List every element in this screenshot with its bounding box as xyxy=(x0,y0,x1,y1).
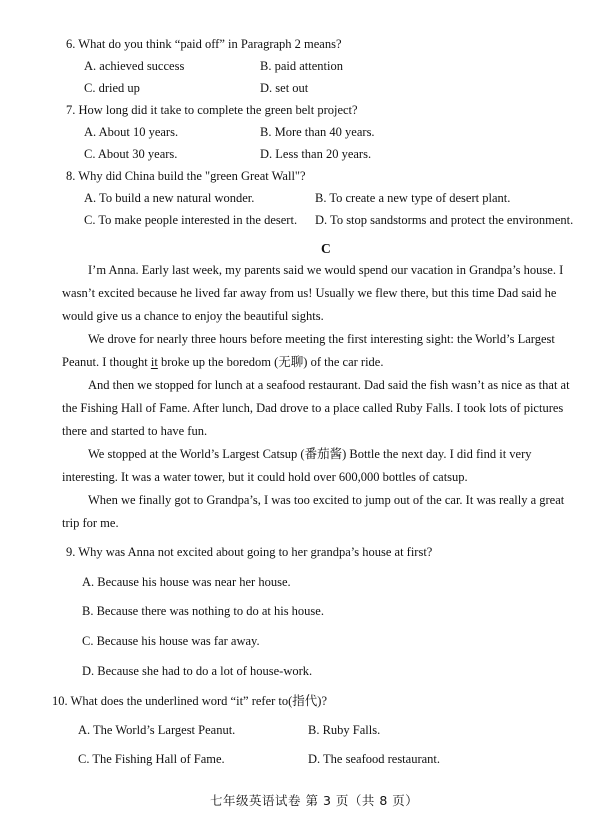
passage-p2-text-before: Peanut. I thought xyxy=(62,355,151,369)
passage-p3-line-3: there and started to have fun. xyxy=(62,424,208,438)
question-10-option-b: B. Ruby Falls. xyxy=(308,723,381,737)
passage-p3-line-1: And then we stopped for lunch at a seafood restaurant. Dad said the fish wasn’t as nice as that at xyxy=(88,378,570,392)
question-9-option-a: A. Because his house was near her house. xyxy=(82,575,291,589)
question-8-stem: 8. Why did China build the "green Great Wall"? xyxy=(66,169,306,183)
question-7-option-d: D. Less than 20 years. xyxy=(260,147,372,161)
question-8-option-b: B. To create a new type of desert plant. xyxy=(315,191,511,205)
question-6-option-b: B. paid attention xyxy=(260,59,343,73)
question-10-option-c: C. The Fishing Hall of Fame. xyxy=(78,752,225,766)
passage-p5-line-1: When we finally got to Grandpa’s, I was too excited to jump out of the car. It was really a great xyxy=(88,493,565,507)
question-8-option-d: D. To stop sandstorms and protect the environment. xyxy=(315,213,574,227)
question-7-option-b: B. More than 40 years. xyxy=(260,125,375,139)
passage-p3-line-2: the Fishing Hall of Fame. After lunch, Dad drove to a place called Ruby Falls. I took lots of pictures xyxy=(62,401,564,415)
passage-p1-line-3: would give us a chance to enjoy the beautiful sights. xyxy=(62,309,324,323)
passage-p4-line-1: We stopped at the World’s Largest Catsup (番茄酱) Bottle the next day. I did find it very xyxy=(88,447,532,461)
passage-p4-line-2: interesting. It was a water tower, but it could hold over 600,000 bottles of catsup. xyxy=(62,470,468,484)
question-9-option-b: B. Because there was nothing to do at his house. xyxy=(82,604,324,618)
question-7-option-a: A. About 10 years. xyxy=(84,125,179,139)
passage-p5-line-2: trip for me. xyxy=(62,516,119,530)
question-7-option-c: C. About 30 years. xyxy=(84,147,178,161)
question-6-option-d: D. set out xyxy=(260,81,309,95)
question-8-option-c: C. To make people interested in the desert. xyxy=(84,213,298,227)
underlined-word-it: it xyxy=(150,355,158,369)
passage-p1-line-2: wasn’t excited because he lived far away from us! Usually we flew there, but this time Dad said he xyxy=(62,286,557,300)
question-10-stem: 10. What does the underlined word “it” refer to(指代)? xyxy=(52,694,328,708)
passage-p2-line-2 xyxy=(62,355,383,370)
question-9-stem: 9. Why was Anna not excited about going to her grandpa’s house at first? xyxy=(66,545,433,559)
question-8-option-a: A. To build a new natural wonder. xyxy=(84,191,255,205)
question-6-stem: 6. What do you think “paid off” in Paragraph 2 means? xyxy=(66,37,342,51)
question-7-stem: 7. How long did it take to complete the green belt project? xyxy=(66,103,358,117)
question-10-option-a: A. The World’s Largest Peanut. xyxy=(78,723,236,737)
question-10-option-d: D. The seafood restaurant. xyxy=(308,752,441,766)
page-footer: 七年级英语试卷 第 3 页（共 8 页） xyxy=(210,793,419,808)
question-9-option-d: D. Because she had to do a lot of house-work. xyxy=(82,664,313,678)
question-6-option-c: C. dried up xyxy=(84,81,140,95)
question-6-option-a: A. achieved success xyxy=(84,59,185,73)
passage-p2-line-1: We drove for nearly three hours before meeting the first interesting sight: the World’s Largest xyxy=(88,332,555,346)
passage-p2-text-after: broke up the boredom (无聊) of the car ride. xyxy=(157,355,384,369)
question-9-option-c: C. Because his house was far away. xyxy=(82,634,260,648)
section-c-heading: C xyxy=(321,241,331,256)
passage-p1-line-1: I’m Anna. Early last week, my parents said we would spend our vacation in Grandpa’s house. I xyxy=(88,263,564,277)
